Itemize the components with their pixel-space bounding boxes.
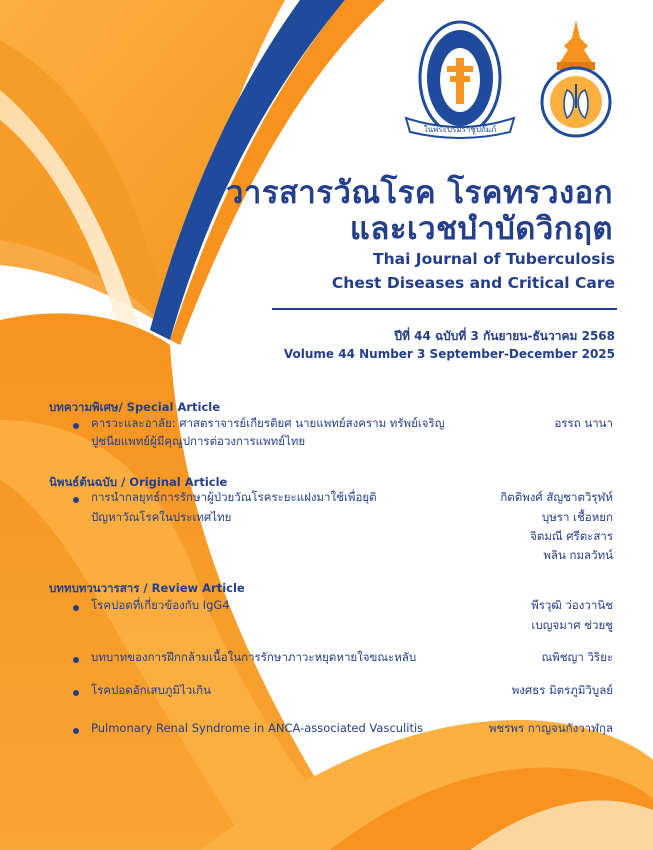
article-author: บุษรา เชื้อหยก xyxy=(541,510,613,524)
bullet-icon xyxy=(73,497,79,503)
contents-special-heading: บทความพิเศษ/ Special Article xyxy=(49,400,221,414)
bullet-icon xyxy=(73,690,79,696)
journal-title-english-line1: Thai Journal of Tuberculosis xyxy=(373,250,615,268)
bullet-icon xyxy=(73,423,79,429)
article-title-line: โรคปอดที่เกี่ยวข้องกับ IgG4 xyxy=(91,598,230,612)
article-title-line: Pulmonary Renal Syndrome in ANCA-associated Vasculitis xyxy=(91,721,424,735)
article-author: เบญจมาศ ช่วยชู xyxy=(531,618,613,632)
bullet-icon xyxy=(73,728,79,734)
journal-title-thai-line2: และเวชบำบัดวิกฤต xyxy=(349,211,613,247)
journal-title-thai-line1: วารสารวัณโรค โรคทรวงอก xyxy=(226,175,613,211)
association-emblem-icon xyxy=(400,16,520,140)
bullet-icon xyxy=(73,605,79,611)
issue-info-thai: ปีที่ 44 ฉบับที่ 3 กันยายน-ธันวาคม 2568 xyxy=(394,329,615,343)
article-author: จิตมณี ศรีตะสาร xyxy=(530,529,613,543)
thoracic-society-emblem-icon xyxy=(535,18,617,140)
article-author: พลิน กมลวัทน์ xyxy=(543,548,613,562)
article-title-line: ปูชนียแพทย์ผู้มีคุณูปการต่อวงการแพทย์ไทย xyxy=(91,434,306,448)
article-title-line: การนำกลยุทธ์การรักษาผู้ป่วยวัณโรคระยะแฝงมาใช้เพื่อยุติ xyxy=(91,490,377,504)
bullet-icon xyxy=(73,657,79,663)
article-title-line: โรคปอดอักเสบภูมิไวเกิน xyxy=(91,683,211,697)
article-title-line: ปัญหาวัณโรคในประเทศไทย xyxy=(91,510,232,524)
article-author: กิตติพงศ์ สัญชาตวิรุฬห์ xyxy=(500,490,613,504)
article-title-line: บทบาทของการฝึกกล้ามเนื้อในการรักษาภาวะหยุดหายใจขณะหลับ xyxy=(91,650,417,664)
contents-original-heading: นิพนธ์ต้นฉบับ / Original Article xyxy=(49,475,228,489)
article-author: พีรวุฒิ ว่องวานิช xyxy=(531,598,613,612)
article-title-line: คารวะและอาลัย: ศาสตราจารย์เกียรติยศ นายแพทย์สงคราม ทรัพย์เจริญ xyxy=(91,416,445,430)
title-divider xyxy=(272,308,617,310)
article-author: พงศธร มิตรภูมิวิบูลย์ xyxy=(511,683,613,697)
journal-title-english-line2: Chest Diseases and Critical Care xyxy=(331,274,615,292)
svg-text:ในพระบรมราชูปถัมภ์: ในพระบรมราชูปถัมภ์ xyxy=(423,125,497,134)
issue-info-english: Volume 44 Number 3 September-December 2025 xyxy=(283,347,615,361)
article-author: อรรถ นานา xyxy=(554,416,613,430)
article-author: ณพิชญา วิริยะ xyxy=(541,650,613,664)
article-author: พชรพร กาญจนกังวาฬกุล xyxy=(488,721,613,735)
contents-review-heading: บททบทวนวารสาร / Review Article xyxy=(49,581,245,595)
